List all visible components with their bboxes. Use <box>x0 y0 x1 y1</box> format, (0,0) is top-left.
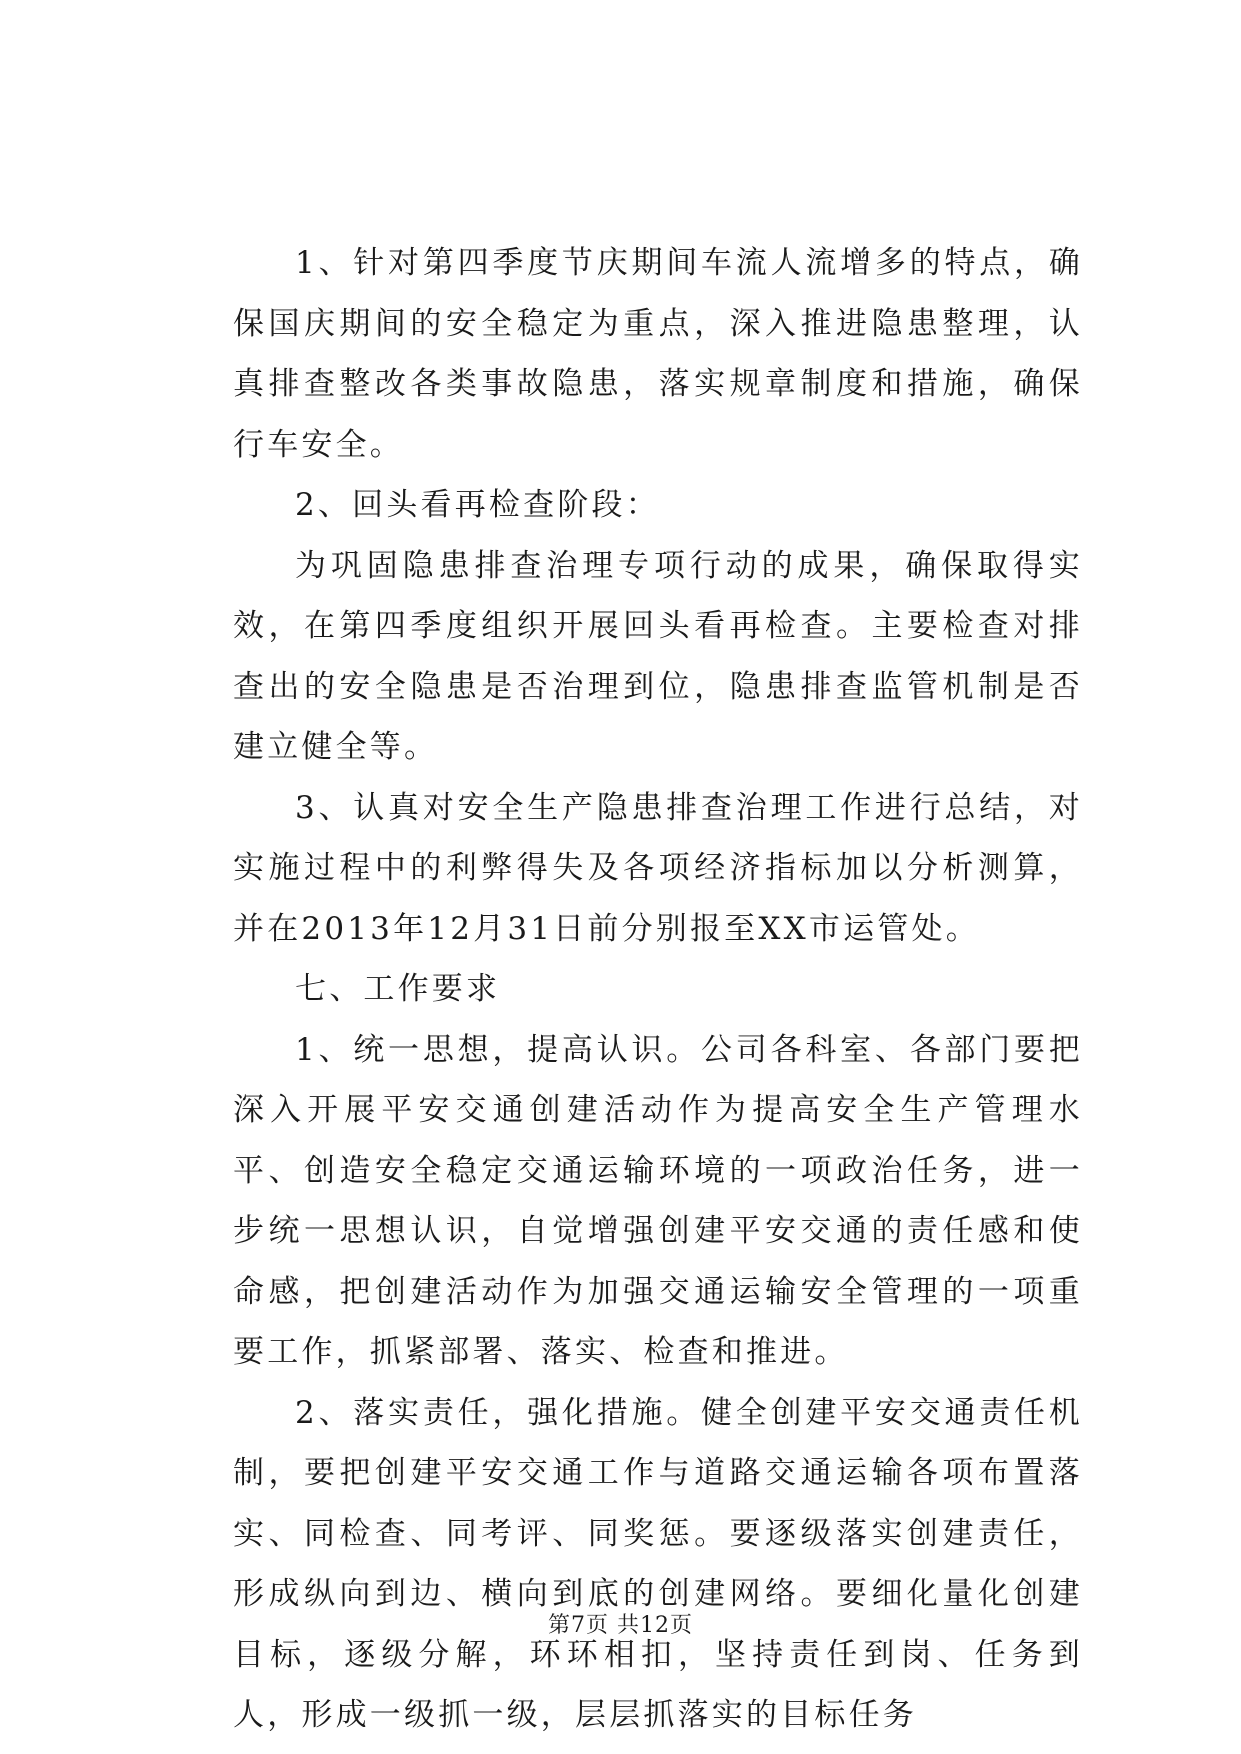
page-number-footer: 第7页 共12页 <box>548 1613 693 1638</box>
paragraph-section-heading-review: 2、回头看再检查阶段： <box>295 487 660 523</box>
paragraph-requirement-1: 1、统一思想，提高认识。公司各科室、各部门要把深入开展平安交通创建活动作为提高安全生产管理水平、创造安全稳定交通运输环境的一项政治任务，进一步统一思想认识，自觉增强创建平安交通的责任感和使命感，把创建活动作为加强交通运输安全管理的一项重要工作，抓紧部署、落实、检查和推进。 <box>233 1031 1083 1370</box>
paragraph-item-3: 3、认真对安全生产隐患排查治理工作进行总结，对实施过程中的利弊得失及各项经济指标加以分析测算，并在2013年12月31日前分别报至XX市运管处。 <box>233 789 1083 947</box>
paragraph-review-description: 为巩固隐患排查治理专项行动的成果，确保取得实效，在第四季度组织开展回头看再检查。主要检查对排查出的安全隐患是否治理到位，隐患排查监管机制是否建立健全等。 <box>233 547 1083 765</box>
paragraph-requirement-2: 2、落实责任，强化措施。健全创建平安交通责任机制，要把创建平安交通工作与道路交通运输各项布置落实、同检查、同考评、同奖惩。要逐级落实创建责任，形成纵向到边、横向到底的创建网络。要细化量化创建目标，逐级分解，环环相扣，坚持责任到岗、任务到人，形成一级抓一级，层层抓落实的目标任务 <box>233 1394 1083 1733</box>
section-heading-work-requirements: 七、工作要求 <box>295 971 501 1007</box>
document-body <box>233 233 1083 1746</box>
paragraph-item-1: 1、针对第四季度节庆期间车流人流增多的特点，确保国庆期间的安全稳定为重点，深入推进隐患整理，认真排查整改各类事故隐患，落实规章制度和措施，确保行车安全。 <box>233 245 1083 463</box>
